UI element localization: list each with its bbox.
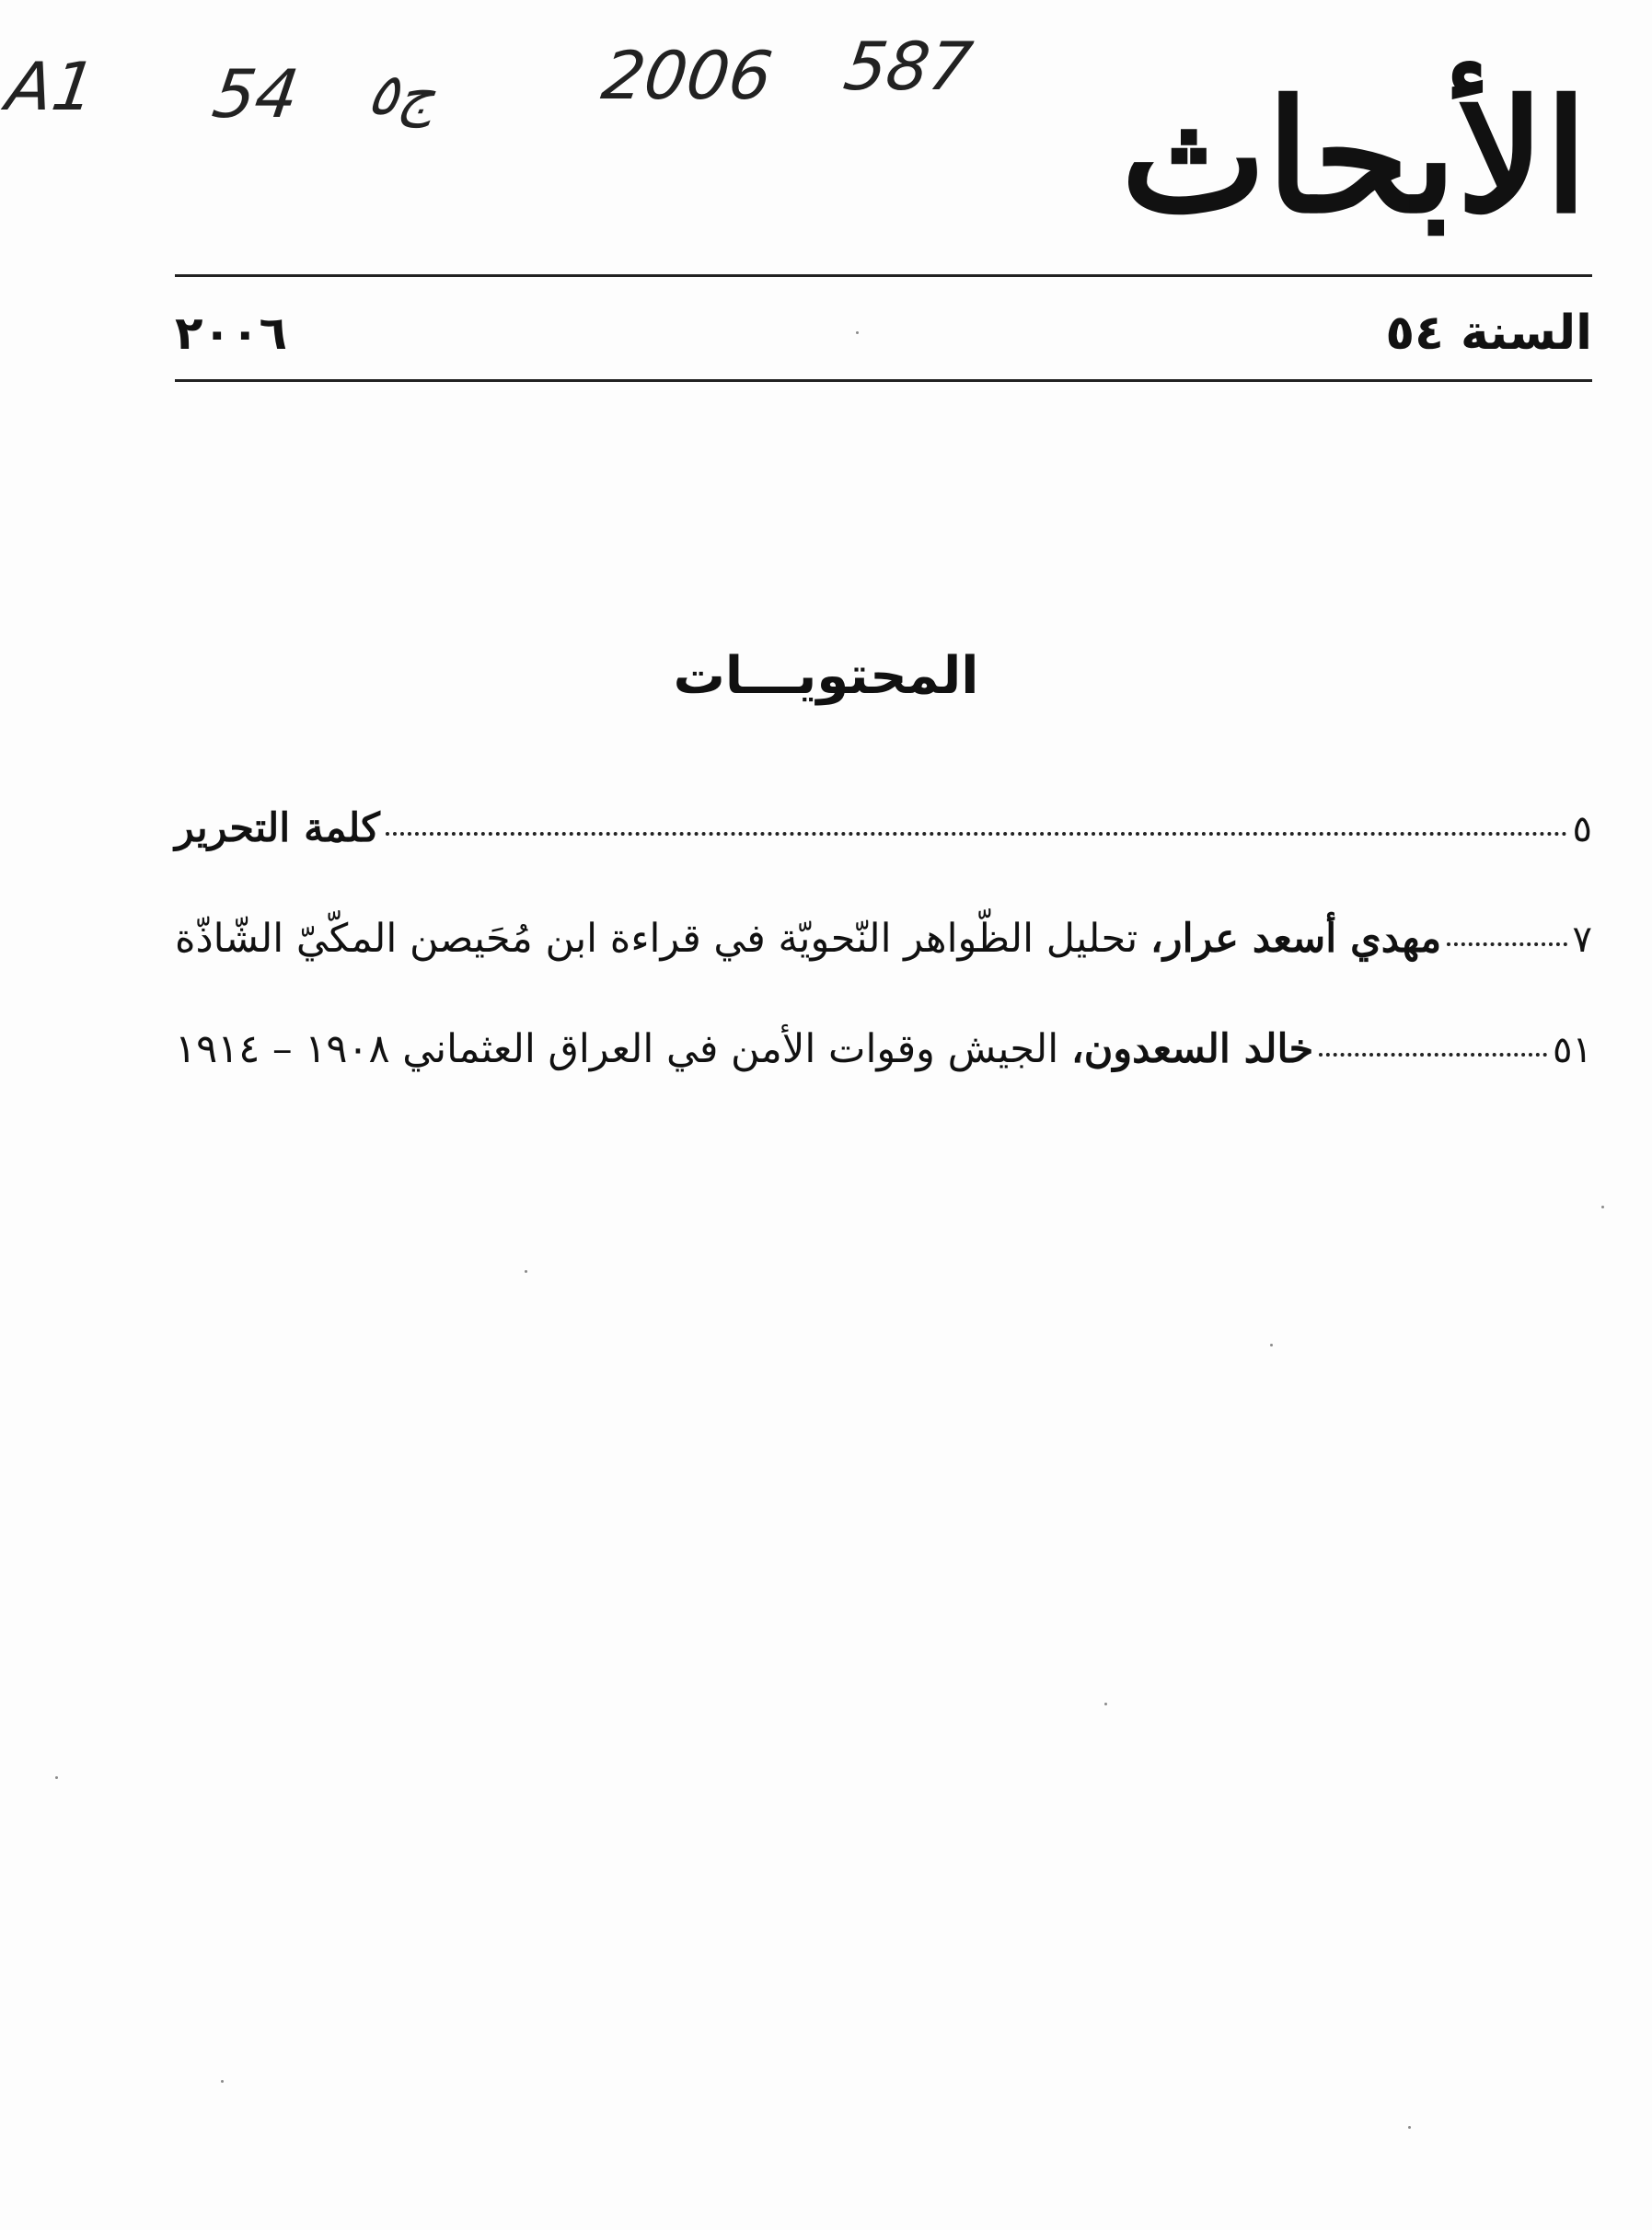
toc-entry-author: خالد السعدون، (1070, 1026, 1314, 1072)
toc-entry-text (175, 884, 1441, 994)
scan-speck (856, 331, 859, 334)
toc-entry-title: كلمة التحرير (175, 805, 380, 851)
header-bottom-rule (175, 379, 1592, 382)
journal-title: الأبحاث (1120, 65, 1588, 248)
journal-masthead (1109, 51, 1588, 262)
toc-entry-author: مهدي أسعد عرار، (1149, 916, 1442, 962)
contents-heading: المحتويـــات (673, 646, 979, 706)
scan-speck (525, 1270, 527, 1273)
issue-volume: السنة ٥٤ (1385, 306, 1592, 361)
toc-entry-page: ٥ (1572, 808, 1592, 850)
toc-entry (175, 994, 1592, 1104)
toc-dot-leader (386, 832, 1567, 836)
handwritten-part-number: ج٥ (363, 61, 441, 128)
issue-year: ٢٠٠٦ (175, 306, 288, 360)
toc-entry-title: الجيش وقوات الأمن في العراق العثماني ١٩٠٨ – ١٩١٤ (175, 1026, 1059, 1072)
handwritten-volume-number: 54 (208, 55, 304, 133)
scan-speck (221, 2080, 224, 2083)
scan-speck (1270, 1344, 1273, 1346)
issue-info-row (175, 296, 1592, 370)
toc-entry-text (175, 773, 380, 884)
header-top-rule (175, 274, 1592, 277)
toc-entry (175, 773, 1592, 884)
toc-entry-page: ٧ (1572, 919, 1592, 961)
scan-speck (1104, 1703, 1107, 1705)
toc-entry-title: تحليل الظّواهر النّحويّة في قراءة ابن مُحَيصن المكّيّ الشّاذّة (175, 916, 1138, 962)
toc-entry (175, 884, 1592, 994)
scan-speck (1601, 1206, 1604, 1208)
handwritten-record-number: 587 (839, 28, 977, 105)
scan-speck (1408, 2126, 1411, 2129)
scan-speck (55, 1776, 58, 1779)
toc-dot-leader (1447, 942, 1566, 946)
toc-entry-page: ٥١ (1553, 1029, 1592, 1071)
table-of-contents (175, 773, 1592, 1104)
handwritten-year: 2006 (597, 37, 778, 114)
toc-entry-text (175, 994, 1313, 1104)
handwritten-collection-code: A1 (2, 48, 100, 125)
toc-dot-leader (1319, 1053, 1547, 1057)
